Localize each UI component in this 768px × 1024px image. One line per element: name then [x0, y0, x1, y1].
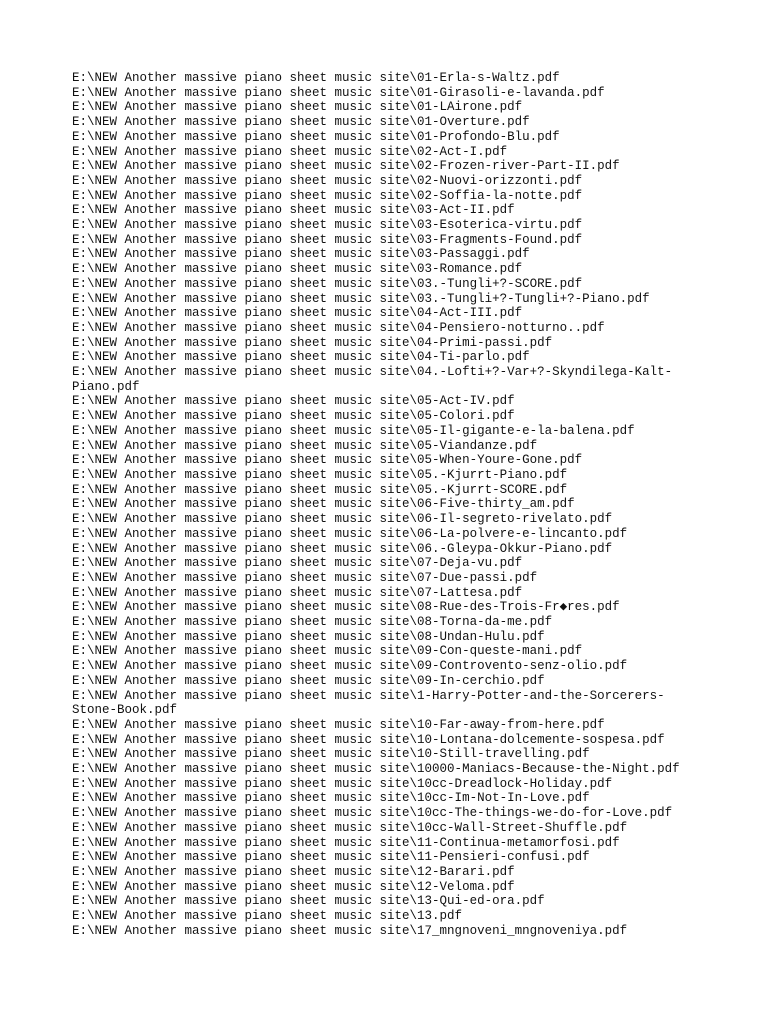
- file-path-line: E:\NEW Another massive piano sheet music site\03-Romance.pdf: [72, 262, 523, 277]
- file-path-line: E:\NEW Another massive piano sheet music site\05-Act-IV.pdf: [72, 394, 515, 409]
- file-path-line: E:\NEW Another massive piano sheet music site\04-Primi-passi.pdf: [72, 335, 553, 350]
- file-path-line: E:\NEW Another massive piano sheet music site\06-La-polvere-e-lincanto.pdf: [72, 526, 628, 541]
- file-path-line: E:\NEW Another massive piano sheet music site\10cc-Im-Not-In-Love.pdf: [72, 791, 590, 806]
- file-path-line: E:\NEW Another massive piano sheet music site\01-Profondo-Blu.pdf: [72, 129, 560, 144]
- file-path-line: E:\NEW Another massive piano sheet music site\02-Frozen-river-Part-II.pdf: [72, 159, 620, 174]
- file-path-line: E:\NEW Another massive piano sheet music site\05-Colori.pdf: [72, 409, 515, 424]
- file-path-line: E:\NEW Another massive piano sheet music site\08-Rue-des-Trois-Fr◆res.pdf: [72, 600, 620, 615]
- file-path-line: E:\NEW Another massive piano sheet music site\03-Passaggi.pdf: [72, 247, 530, 262]
- file-path-line: E:\NEW Another massive piano sheet music site\05-Il-gigante-e-la-balena.pdf: [72, 423, 635, 438]
- file-path-line: E:\NEW Another massive piano sheet music site\17_mngnoveni_mngnoveniya.pdf: [72, 923, 628, 938]
- file-path-line: E:\NEW Another massive piano sheet music site\07-Due-passi.pdf: [72, 570, 538, 585]
- file-path-line: E:\NEW Another massive piano sheet music site\10-Lontana-dolcemente-sospesa.pdf: [72, 732, 665, 747]
- file-path-line: E:\NEW Another massive piano sheet music site\03-Fragments-Found.pdf: [72, 232, 583, 247]
- file-path-line: E:\NEW Another massive piano sheet music site\12-Barari.pdf: [72, 864, 515, 879]
- file-path-line: E:\NEW Another massive piano sheet music site\08-Torna-da-me.pdf: [72, 615, 553, 630]
- file-path-line: E:\NEW Another massive piano sheet music site\01-LAirone.pdf: [72, 100, 523, 115]
- file-path-line: E:\NEW Another massive piano sheet music site\09-Controvento-senz-olio.pdf: [72, 659, 628, 674]
- file-path-line: E:\NEW Another massive piano sheet music site\11-Pensieri-confusi.pdf: [72, 850, 590, 865]
- file-path-line: E:\NEW Another massive piano sheet music site\03-Esoterica-virtu.pdf: [72, 218, 583, 233]
- file-path-line: E:\NEW Another massive piano sheet music site\03.-Tungli+?-SCORE.pdf: [72, 276, 583, 291]
- file-path-line: E:\NEW Another massive piano sheet music site\05-When-Youre-Gone.pdf: [72, 453, 583, 468]
- file-path-line: E:\NEW Another massive piano sheet music site\12-Veloma.pdf: [72, 879, 515, 894]
- file-path-line: E:\NEW Another massive piano sheet music site\09-Con-queste-mani.pdf: [72, 644, 583, 659]
- file-path-line: E:\NEW Another massive piano sheet music site\10-Far-away-from-here.pdf: [72, 717, 605, 732]
- file-path-line: E:\NEW Another massive piano sheet music site\11-Continua-metamorfosi.pdf: [72, 835, 620, 850]
- file-path-line: E:\NEW Another massive piano sheet music site\02-Act-I.pdf: [72, 144, 508, 159]
- file-path-line: E:\NEW Another massive piano sheet music site\10-Still-travelling.pdf: [72, 747, 590, 762]
- file-path-line: E:\NEW Another massive piano sheet music site\01-Overture.pdf: [72, 115, 530, 130]
- file-path-line: E:\NEW Another massive piano sheet music site\03-Act-II.pdf: [72, 203, 515, 218]
- file-path-line: E:\NEW Another massive piano sheet music site\02-Nuovi-orizzonti.pdf: [72, 173, 583, 188]
- file-path-line: E:\NEW Another massive piano sheet music site\13-Qui-ed-ora.pdf: [72, 894, 545, 909]
- file-path-line: E:\NEW Another massive piano sheet music site\05.-Kjurrt-Piano.pdf: [72, 467, 568, 482]
- file-path-line: E:\NEW Another massive piano sheet music site\04-Ti-parlo.pdf: [72, 350, 530, 365]
- file-path-line: E:\NEW Another massive piano sheet music site\03.-Tungli+?-Tungli+?-Piano.pdf: [72, 291, 650, 306]
- file-path-line: E:\NEW Another massive piano sheet music site\07-Deja-vu.pdf: [72, 556, 523, 571]
- file-path-line: E:\NEW Another massive piano sheet music site\10cc-Dreadlock-Holiday.pdf: [72, 776, 613, 791]
- file-path-line: E:\NEW Another massive piano sheet music site\04-Pensiero-notturno..pdf: [72, 320, 605, 335]
- file-path-line: E:\NEW Another massive piano sheet music site\1-Harry-Potter-and-the-Sorcerers-Stone-Book.pdf: [72, 688, 665, 718]
- file-path-line: E:\NEW Another massive piano sheet music site\01-Erla-s-Waltz.pdf: [72, 71, 560, 85]
- file-path-line: E:\NEW Another massive piano sheet music site\10cc-Wall-Street-Shuffle.pdf: [72, 820, 628, 835]
- file-path-line: E:\NEW Another massive piano sheet music site\05.-Kjurrt-SCORE.pdf: [72, 482, 568, 497]
- file-path-line: E:\NEW Another massive piano sheet music site\06.-Gleypa-Okkur-Piano.pdf: [72, 541, 613, 556]
- file-path-line: E:\NEW Another massive piano sheet music site\06-Il-segreto-rivelato.pdf: [72, 512, 613, 527]
- file-path-list: [72, 71, 702, 938]
- file-path-line: E:\NEW Another massive piano sheet music site\08-Undan-Hulu.pdf: [72, 629, 545, 644]
- file-path-line: E:\NEW Another massive piano sheet music site\04-Act-III.pdf: [72, 306, 523, 321]
- file-path-line: E:\NEW Another massive piano sheet music site\10000-Maniacs-Because-the-Night.pdf: [72, 762, 680, 777]
- file-path-line: E:\NEW Another massive piano sheet music site\05-Viandanze.pdf: [72, 438, 538, 453]
- file-path-line: E:\NEW Another massive piano sheet music site\07-Lattesa.pdf: [72, 585, 523, 600]
- file-path-line: E:\NEW Another massive piano sheet music site\09-In-cerchio.pdf: [72, 673, 545, 688]
- file-path-line: E:\NEW Another massive piano sheet music site\10cc-The-things-we-do-for-Love.pdf: [72, 806, 673, 821]
- file-path-line: E:\NEW Another massive piano sheet music site\02-Soffia-la-notte.pdf: [72, 188, 583, 203]
- file-path-line: E:\NEW Another massive piano sheet music site\04.-Lofti+?-Var+?-Skyndilega-Kalt-Piano.pdf: [72, 365, 673, 394]
- file-path-line: E:\NEW Another massive piano sheet music site\06-Five-thirty_am.pdf: [72, 497, 575, 512]
- file-path-line: E:\NEW Another massive piano sheet music site\01-Girasoli-e-lavanda.pdf: [72, 85, 605, 100]
- file-path-line: E:\NEW Another massive piano sheet music site\13.pdf: [72, 909, 463, 924]
